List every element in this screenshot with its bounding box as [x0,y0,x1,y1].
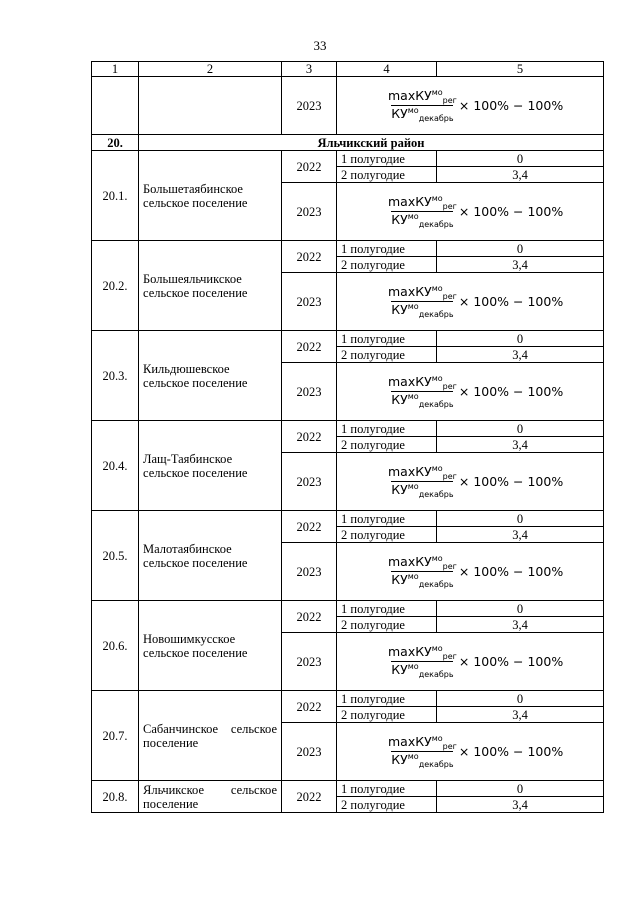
header-cell: 5 [437,62,604,77]
half-label: 1 полугодие [337,241,437,257]
value-cell: 0 [437,331,604,347]
year-cell: 2022 [282,331,337,363]
value-cell: 3,4 [437,167,604,183]
table-row [92,601,604,617]
year-cell: 2023 [282,633,337,691]
value-cell: 0 [437,241,604,257]
value-cell: 3,4 [437,707,604,723]
table-row [92,691,604,707]
settlement-name: Сабанчинское сельское поселение [139,691,282,781]
formula: $\frac{\max КУ^{мо}_{рег}}{КУ^{мо}_{декабрь}}$ × 100% − 100% [388,464,564,499]
formula: $\frac{\max КУ^{мо}_{рег}}{КУ^{мо}_{декабрь}}$ × 100% − 100% [388,194,564,229]
continuation-row [92,77,604,135]
value-cell: 0 [437,781,604,797]
year-cell: 2023 [282,543,337,601]
page-number: 33 [313,38,327,53]
formula: $\frac{\max КУ^{мо}_{рег}}{КУ^{мо}_{декабрь}}$ × 100% − 100% [388,734,564,769]
row-number: 20.5. [92,511,139,601]
half-label: 2 полугодие [337,437,437,453]
formula: $\frac{\max КУ^{мо}_{рег}}{КУ^{мо}_{декабрь}}$ × 100% − 100% [388,88,564,123]
settlement-name: Малотаябинское сельское поселение [139,511,282,601]
header-cell: 2 [139,62,282,77]
section-title: Яльчикский район [139,135,604,151]
year-cell: 2022 [282,151,337,183]
year-cell: 2022 [282,601,337,633]
formula: $\frac{\max КУ^{мо}_{рег}}{КУ^{мо}_{декабрь}}$ × 100% − 100% [388,374,564,409]
year-cell: 2023 [282,77,337,135]
row-number: 20.2. [92,241,139,331]
formula-cell [337,633,604,691]
data-table [91,61,604,813]
half-label: 1 полугодие [337,691,437,707]
settlement-name: Новошимкусское сельское поселение [139,601,282,691]
value-cell: 3,4 [437,797,604,813]
table-row [92,781,604,797]
formula: $\frac{\max КУ^{мо}_{рег}}{КУ^{мо}_{декабрь}}$ × 100% − 100% [388,284,564,319]
table-row [92,421,604,437]
half-label: 2 полугодие [337,617,437,633]
value-cell: 3,4 [437,347,604,363]
row-number: 20.6. [92,601,139,691]
value-cell: 0 [437,511,604,527]
formula-cell [337,363,604,421]
row-number: 20.7. [92,691,139,781]
formula-cell [337,543,604,601]
formula-cell [337,273,604,331]
year-cell: 2023 [282,363,337,421]
formula: $\frac{\max КУ^{мо}_{рег}}{КУ^{мо}_{декабрь}}$ × 100% − 100% [388,554,564,589]
empty-cell [139,77,282,135]
half-label: 1 полугодие [337,601,437,617]
year-cell: 2022 [282,691,337,723]
value-cell: 0 [437,601,604,617]
row-number: 20.8. [92,781,139,813]
settlement-name: Кильдюшевское сельское поселение [139,331,282,421]
row-number: 20.3. [92,331,139,421]
year-cell: 2022 [282,781,337,813]
settlement-name: Яльчикское сельское поселение [139,781,282,813]
half-label: 1 полугодие [337,151,437,167]
table-row [92,511,604,527]
half-label: 1 полугодие [337,511,437,527]
value-cell: 0 [437,151,604,167]
year-cell: 2023 [282,273,337,331]
formula-cell [337,77,604,135]
half-label: 1 полугодие [337,421,437,437]
section-number: 20. [92,135,139,151]
year-cell: 2022 [282,241,337,273]
year-cell: 2023 [282,453,337,511]
table-row [92,151,604,167]
row-number: 20.4. [92,421,139,511]
year-cell: 2023 [282,183,337,241]
settlement-name: Лащ-Таябинское сельское поселение [139,421,282,511]
header-row [92,62,604,77]
header-cell: 3 [282,62,337,77]
formula-cell [337,183,604,241]
value-cell: 3,4 [437,527,604,543]
header-cell: 4 [337,62,437,77]
formula: $\frac{\max КУ^{мо}_{рег}}{КУ^{мо}_{декабрь}}$ × 100% − 100% [388,644,564,679]
table-row [92,331,604,347]
half-label: 2 полугодие [337,167,437,183]
value-cell: 0 [437,691,604,707]
half-label: 2 полугодие [337,257,437,273]
year-cell: 2022 [282,511,337,543]
settlement-name: Большетаябинское сельское поселение [139,151,282,241]
year-cell: 2023 [282,723,337,781]
empty-cell [92,77,139,135]
formula-cell [337,723,604,781]
half-label: 2 полугодие [337,797,437,813]
half-label: 1 полугодие [337,781,437,797]
half-label: 2 полугодие [337,527,437,543]
section-row [92,135,604,151]
half-label: 2 полугодие [337,347,437,363]
value-cell: 3,4 [437,257,604,273]
half-label: 2 полугодие [337,707,437,723]
value-cell: 3,4 [437,437,604,453]
row-number: 20.1. [92,151,139,241]
settlement-name: Большеяльчикское сельское поселение [139,241,282,331]
header-cell: 1 [92,62,139,77]
formula-cell [337,453,604,511]
year-cell: 2022 [282,421,337,453]
half-label: 1 полугодие [337,331,437,347]
table-row [92,241,604,257]
value-cell: 0 [437,421,604,437]
value-cell: 3,4 [437,617,604,633]
